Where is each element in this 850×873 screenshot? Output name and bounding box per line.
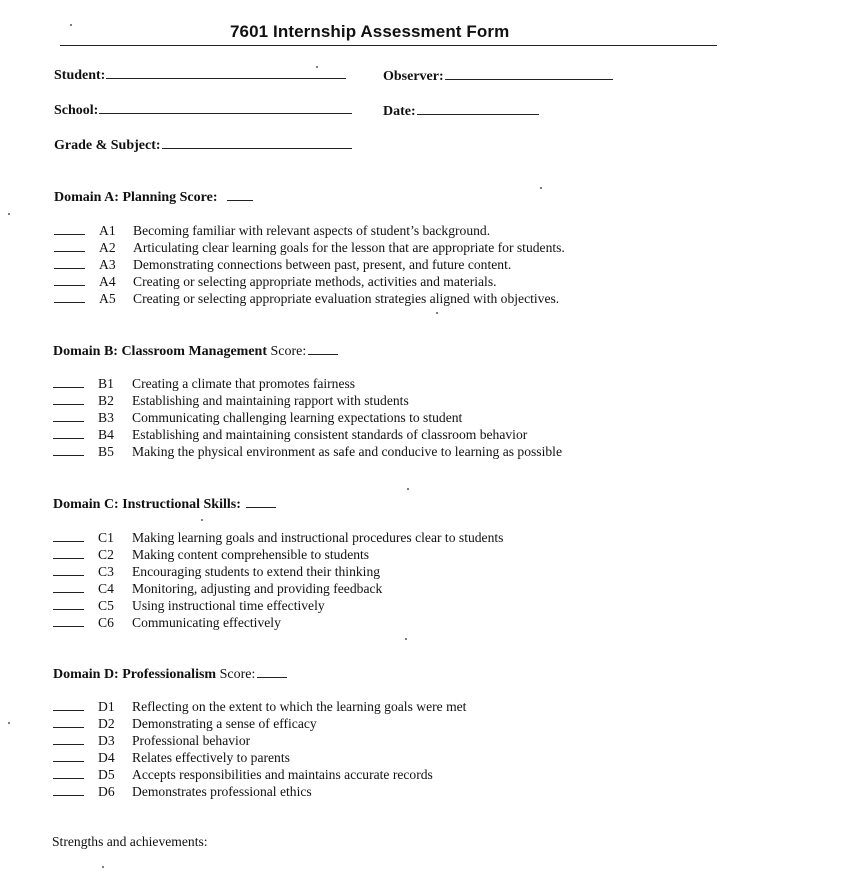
grade-subject-field (54, 136, 352, 154)
list-item (53, 375, 562, 392)
school-field (54, 101, 352, 119)
item-text: Communicating effectively (132, 615, 281, 630)
scan-speck (436, 312, 438, 314)
item-text: Accepts responsibilities and maintains accurate records (132, 767, 433, 782)
item-code: D1 (98, 699, 115, 714)
item-text: Encouraging students to extend their thinking (132, 564, 381, 579)
domain-c-heading (53, 495, 276, 513)
scan-speck (201, 519, 203, 521)
item-code: C2 (98, 547, 114, 562)
item-code: C6 (98, 615, 114, 630)
item-text: Making learning goals and instructional procedures clear to students (132, 530, 504, 545)
list-item (53, 563, 503, 580)
domain-b-heading (53, 342, 338, 360)
item-code: B4 (98, 427, 114, 442)
item-text: Using instructional time effectively (132, 598, 325, 613)
item-text: Creating or selecting appropriate evaluation strategies aligned with objectives. (133, 291, 560, 306)
grade-subject-label: Grade & Subject: (54, 138, 161, 153)
list-item (53, 766, 466, 783)
item-code: A5 (99, 291, 116, 306)
domain-b-score-label: Score: (270, 344, 307, 359)
scan-speck (316, 66, 318, 68)
item-text: Establishing and maintaining rapport with students (132, 393, 409, 408)
grade-subject-input-line[interactable] (162, 136, 352, 149)
domain-a-score-blank[interactable] (227, 188, 253, 201)
date-label: Date: (383, 104, 416, 119)
score-blank[interactable] (53, 766, 84, 779)
list-item (54, 256, 565, 273)
domain-a-heading (54, 188, 253, 206)
score-blank[interactable] (53, 783, 84, 796)
list-item (54, 290, 565, 307)
list-item (53, 614, 503, 631)
item-text: Creating or selecting appropriate methods, activities and materials. (133, 274, 497, 289)
item-code: C5 (98, 598, 114, 613)
list-item (54, 239, 565, 256)
list-item (53, 443, 562, 460)
form-title: 7601 Internship Assessment Form (230, 22, 510, 41)
score-blank[interactable] (53, 698, 84, 711)
domain-c-score-blank[interactable] (246, 495, 276, 508)
item-code: C4 (98, 581, 114, 596)
item-text: Creating a climate that promotes fairness (132, 376, 356, 391)
item-code: D6 (98, 784, 115, 799)
item-text: Relates effectively to parents (132, 750, 290, 765)
observer-field (383, 67, 613, 85)
item-text: Establishing and maintaining consistent standards of classroom behavior (132, 427, 528, 442)
score-blank[interactable] (53, 375, 84, 388)
student-input-line[interactable] (106, 66, 346, 79)
item-text: Making content comprehensible to students (132, 547, 370, 562)
scan-speck (8, 722, 10, 724)
item-code: A1 (99, 223, 116, 238)
domain-d-score-blank[interactable] (257, 665, 287, 678)
date-field (383, 102, 539, 120)
item-code: D5 (98, 767, 115, 782)
item-text: Monitoring, adjusting and providing feedback (132, 581, 383, 596)
list-item (54, 273, 565, 290)
score-blank[interactable] (54, 290, 85, 303)
observer-input-line[interactable] (445, 67, 613, 80)
scan-speck (70, 24, 72, 26)
item-text: Making the physical environment as safe and conducive to learning as possible (132, 444, 562, 459)
item-code: D4 (98, 750, 115, 765)
list-item (53, 580, 503, 597)
domain-a-title: Domain A: Planning Score: (54, 190, 218, 205)
scan-speck (405, 638, 407, 640)
scan-speck (102, 866, 104, 868)
domain-c-title: Domain C: Instructional Skills: (53, 497, 241, 512)
list-item (54, 222, 565, 239)
item-code: B2 (98, 393, 114, 408)
score-blank[interactable] (54, 256, 85, 269)
score-blank[interactable] (53, 529, 84, 542)
item-text: Demonstrates professional ethics (132, 784, 312, 799)
score-blank[interactable] (54, 222, 85, 235)
item-code: A3 (99, 257, 116, 272)
item-text: Communicating challenging learning expectations to student (132, 410, 463, 425)
item-code: C1 (98, 530, 114, 545)
item-text: Professional behavior (132, 733, 251, 748)
list-item (53, 698, 466, 715)
list-item (53, 529, 503, 546)
score-blank[interactable] (53, 443, 84, 456)
item-code: A2 (99, 240, 116, 255)
item-code: B5 (98, 444, 114, 459)
list-item (53, 426, 562, 443)
item-text: Becoming familiar with relevant aspects of student’s background. (133, 223, 491, 238)
item-text: Reflecting on the extent to which the learning goals were met (132, 699, 467, 714)
list-item (53, 597, 503, 614)
date-input-line[interactable] (417, 102, 539, 115)
list-item (53, 783, 466, 800)
score-blank[interactable] (53, 597, 84, 610)
domain-a-items (54, 222, 565, 307)
item-code: C3 (98, 564, 114, 579)
school-input-line[interactable] (99, 101, 352, 114)
score-blank[interactable] (54, 273, 85, 286)
score-blank[interactable] (54, 239, 85, 252)
scan-speck (8, 213, 10, 215)
domain-d-title: Domain D: Professionalism (53, 667, 217, 682)
student-label: Student: (54, 68, 106, 83)
school-label: School: (54, 103, 99, 118)
strengths-label: Strengths and achievements: (52, 834, 208, 849)
student-field (54, 66, 346, 84)
scan-speck (407, 488, 409, 490)
domain-b-score-blank[interactable] (308, 342, 338, 355)
list-item (53, 749, 466, 766)
domain-d-heading (53, 665, 287, 683)
list-item (53, 732, 466, 749)
score-blank[interactable] (53, 409, 84, 422)
item-text: Demonstrating a sense of efficacy (132, 716, 317, 731)
item-text: Articulating clear learning goals for the lesson that are appropriate for students. (133, 240, 565, 255)
list-item (53, 715, 466, 732)
observer-label: Observer: (383, 69, 444, 84)
item-text: Demonstrating connections between past, present, and future content. (133, 257, 512, 272)
score-blank[interactable] (53, 749, 84, 762)
list-item (53, 546, 503, 563)
score-blank[interactable] (53, 563, 84, 576)
score-blank[interactable] (53, 715, 84, 728)
item-code: B3 (98, 410, 114, 425)
score-blank[interactable] (53, 580, 84, 593)
domain-d-items (53, 698, 466, 800)
domain-b-items (53, 375, 562, 460)
list-item (53, 392, 562, 409)
title-underline (60, 45, 717, 46)
domain-b-title: Domain B: Classroom Management (53, 344, 268, 359)
score-blank[interactable] (53, 426, 84, 439)
score-blank[interactable] (53, 732, 84, 745)
score-blank[interactable] (53, 546, 84, 559)
item-code: D3 (98, 733, 115, 748)
item-code: D2 (98, 716, 115, 731)
score-blank[interactable] (53, 614, 84, 627)
domain-c-items (53, 529, 503, 631)
score-blank[interactable] (53, 392, 84, 405)
item-code: B1 (98, 376, 114, 391)
list-item (53, 409, 562, 426)
scan-speck (540, 187, 542, 189)
item-code: A4 (99, 274, 116, 289)
domain-d-score-label: Score: (219, 667, 256, 682)
